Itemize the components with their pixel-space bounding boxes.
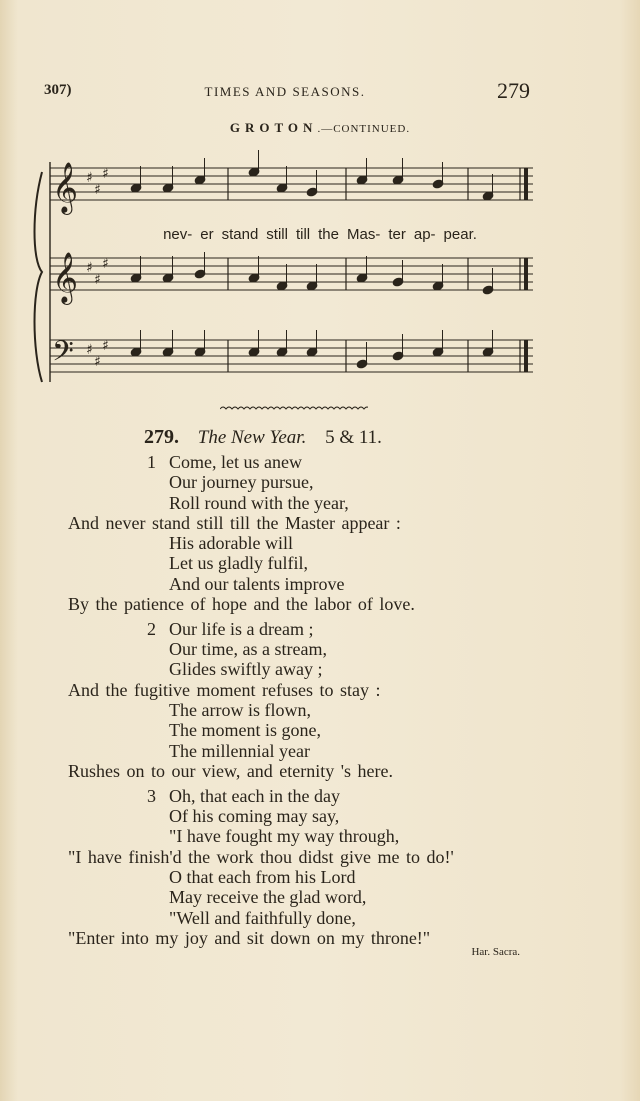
verse-text: Come, let us anew bbox=[169, 452, 302, 472]
verse-text: "Well and faithfully done, bbox=[169, 907, 356, 928]
verse-text: "I have finish'd the work thou didst give me to do!' bbox=[68, 846, 454, 867]
stanza-number: 1 bbox=[147, 452, 156, 472]
verse-text: By the patience of hope and the labor of love. bbox=[68, 594, 415, 615]
stanza bbox=[0, 452, 640, 614]
verse-text: Of his coming may say, bbox=[169, 806, 340, 827]
sharp-icon: ♯ bbox=[94, 182, 101, 198]
sharp-icon: ♯ bbox=[102, 338, 109, 354]
verse-text: And never stand still till the Master appear : bbox=[68, 512, 401, 533]
tune-suffix: .—CONTINUED. bbox=[317, 123, 411, 135]
verse-text: May receive the glad word, bbox=[169, 887, 367, 908]
sharp-icon: ♯ bbox=[94, 354, 101, 370]
lyric-syllable: stand bbox=[221, 226, 259, 243]
lyric-syllable: ap- bbox=[413, 226, 436, 243]
verse-text: And the fugitive moment refuses to stay : bbox=[68, 679, 381, 700]
hymn-title: The New Year. bbox=[197, 427, 307, 448]
ornamental-divider bbox=[220, 404, 368, 414]
verse-text: "Enter into my joy and sit down on my throne!" bbox=[68, 927, 431, 948]
lyric-syllable: Mas- bbox=[347, 226, 381, 243]
tune-title bbox=[0, 120, 640, 136]
verse-line bbox=[0, 826, 640, 846]
verse-line bbox=[0, 720, 640, 740]
verse-line bbox=[0, 553, 640, 573]
verse-line bbox=[0, 908, 640, 928]
stanza-number: 2 bbox=[147, 618, 156, 639]
sharp-icon: ♯ bbox=[94, 272, 101, 288]
verse-line bbox=[0, 680, 640, 700]
sharp-icon: ♯ bbox=[86, 342, 93, 358]
verse-text: The millennial year bbox=[169, 740, 310, 761]
verse-line bbox=[0, 659, 640, 679]
verse-line bbox=[0, 741, 640, 761]
verse-line bbox=[0, 493, 640, 513]
page-number: 279 bbox=[497, 78, 530, 103]
attribution: Har. Sacra. bbox=[471, 946, 520, 958]
verse-text: Our journey pursue, bbox=[169, 472, 314, 493]
lyric-syllable: nev- bbox=[163, 226, 193, 243]
verse-line bbox=[0, 619, 640, 639]
verse-line bbox=[0, 533, 640, 553]
verse-line bbox=[0, 887, 640, 907]
lyric-syllable: still bbox=[266, 226, 288, 243]
verse-line bbox=[0, 928, 640, 948]
verse-line bbox=[0, 700, 640, 720]
verse-text: Roll round with the year, bbox=[169, 492, 349, 513]
running-title: TIMES AND SEASONS. bbox=[204, 84, 366, 99]
sharp-icon: ♯ bbox=[102, 166, 109, 182]
hymn-reference: 307) bbox=[44, 82, 72, 98]
verse-line bbox=[0, 639, 640, 659]
verse-text: And our talents improve bbox=[169, 573, 345, 594]
lyric-syllable: er bbox=[200, 226, 214, 243]
verse-line bbox=[0, 786, 640, 806]
tune-name: GROTON bbox=[229, 120, 318, 135]
sharp-icon: ♯ bbox=[86, 260, 93, 276]
hymn-number: 279. bbox=[144, 426, 179, 448]
music-score bbox=[28, 150, 548, 400]
verse-line bbox=[0, 594, 640, 614]
lyric-syllable: pear. bbox=[443, 226, 477, 243]
verse-text: Oh, that each in the day bbox=[169, 785, 340, 806]
verse-line bbox=[0, 761, 640, 781]
verse-line bbox=[0, 452, 640, 472]
verse-line bbox=[0, 574, 640, 594]
verse-text: Rushes on to our view, and eternity 's here. bbox=[68, 760, 394, 781]
verse-line bbox=[0, 472, 640, 492]
lyric-syllable: the bbox=[318, 226, 339, 243]
lyric-syllable: ter bbox=[388, 226, 406, 243]
verse-text: Let us gladly fulfil, bbox=[169, 553, 308, 574]
verse-text: Our life is a dream ; bbox=[169, 618, 314, 639]
verse-line bbox=[0, 847, 640, 867]
verse-text: The moment is gone, bbox=[169, 720, 321, 741]
clef-icon: 𝄞 bbox=[52, 162, 79, 213]
verse-text: His adorable will bbox=[169, 533, 293, 554]
verse-text: Our time, as a stream, bbox=[169, 639, 327, 660]
stanza bbox=[0, 786, 640, 948]
clef-icon: 𝄢 bbox=[52, 335, 74, 375]
stanza bbox=[0, 619, 640, 781]
verse-text: O that each from his Lord bbox=[169, 866, 356, 887]
page-header bbox=[0, 78, 640, 108]
hymn-heading bbox=[144, 426, 382, 449]
clef-icon: 𝄞 bbox=[52, 252, 79, 303]
verse-text: Glides swiftly away ; bbox=[169, 659, 323, 680]
stanza-number: 3 bbox=[147, 785, 156, 806]
hymn-meter: 5 & 11. bbox=[325, 427, 382, 448]
sharp-icon: ♯ bbox=[86, 170, 93, 186]
verse-text: The arrow is flown, bbox=[169, 700, 311, 721]
verse-line bbox=[0, 867, 640, 887]
lyric-underlay bbox=[0, 226, 640, 243]
sharp-icon: ♯ bbox=[102, 256, 109, 272]
verse-line bbox=[0, 513, 640, 533]
lyric-syllable: till bbox=[295, 226, 311, 243]
verse-text: "I have fought my way through, bbox=[169, 826, 400, 847]
hymn-verses bbox=[0, 452, 640, 948]
verse-line bbox=[0, 806, 640, 826]
